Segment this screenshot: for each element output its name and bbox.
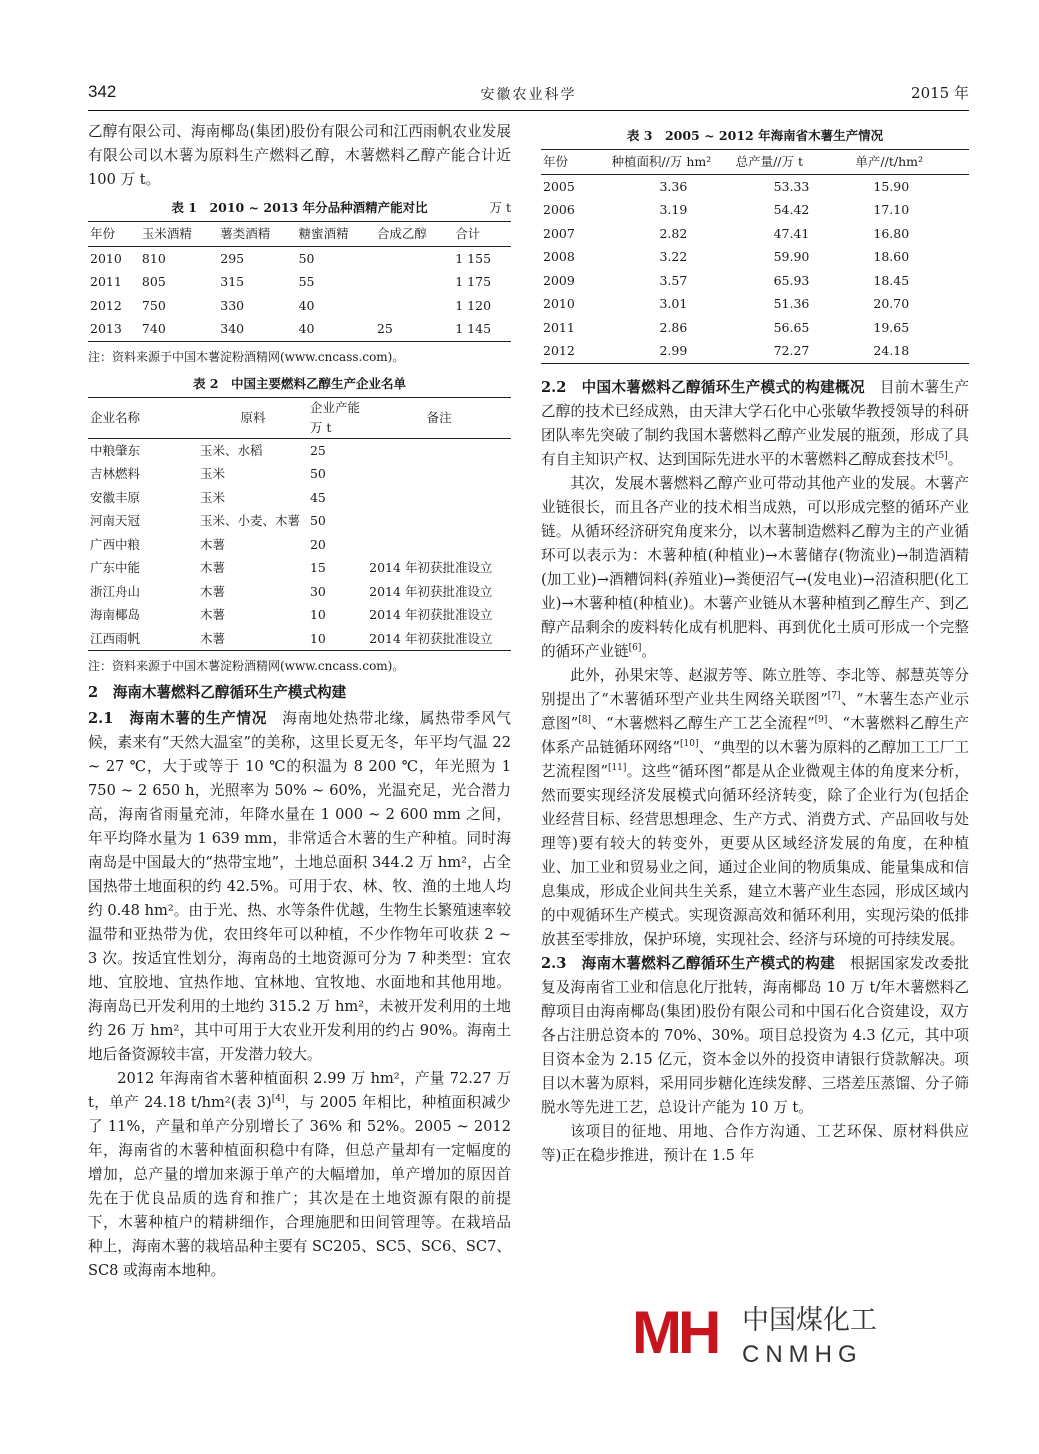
table-row [541,339,969,363]
table-cell: 15 [309,560,326,575]
table2-note: 注：资料来源于中国木薯淀粉酒精网(www.cncass.com)。 [88,659,405,673]
table-cell: 玉米 [199,489,225,505]
table-cell: 2014 年初获批准设立 [367,627,511,651]
table-cell: 315 [220,274,245,289]
table-cell: 53.33 [773,178,810,194]
table-cell: 47.41 [773,225,810,241]
table-cell: 40 [297,317,375,341]
table-row [541,269,969,293]
table1-caption [88,198,511,218]
section-2-1-text: 海南地处热带北缘，属热带季风气候，素来有“天然大温室”的美称，这里长夏无冬，年平均气温 22 ~ 27 ℃，大于或等于 10 ℃的积温为 8 200 ℃，年光照为 1 750 ~ 2 650 h，光照率为 50% ~ 60%，光温充足，光合潜力高，海南省雨量充沛，年降水量在 1 000 ~ 2 600 mm 之间，年平均降水量为 1 639 mm，非常适合木薯的生产种植。同时海南岛是中国最大的“热带宝地”，土地总面积 344.2 万 hm²，占全国热带土地面积的约 42.5%。可用于农、林、牧、渔的土地人均约 0.48 hm²。由于光、热、水等条件优越，生物生长繁殖速率较温带和亚热带为优，农田终年可以种植，不少作物年可收获 2 ~ 3 次。按适宜性划分，海南岛的土地资源可分为 7 种类型：宜农地、宜胶地、宜热作地、宜林地、宜牧地、水面地和其他用地。海南岛已开发利用的土地约 315.2 万 hm²，未被开发利用的土地约 26 万 hm²，其中可用于大农业开发利用的约占 90%。海南土地后备资源较丰富，开发潜力较大。 [88,710,511,1063]
table-cell: 25 [309,442,326,458]
section-2-heading: 2 海南木薯燃料乙醇循环生产模式构建 [88,684,347,701]
table-cell: 3.36 [659,178,688,194]
table-row [88,246,511,270]
table-cell: 吉林燃料 [90,466,141,481]
paragraph-text: 、“典型的以木薯为原料的乙醇加工工厂工艺流程图” [541,738,969,780]
table3-header-row [541,150,969,175]
table-cell: 2014 年初获批准设立 [369,607,493,622]
section-2-1-paragraph [88,707,511,1067]
citation: [4] [271,1094,285,1105]
table-cell: 木薯 [199,560,225,575]
table-cell: 50 [309,466,326,481]
citation: [9] [814,714,828,725]
table2-col-capacity: 企业产能 万 t [308,397,367,438]
section-2-2-title: 2.2 中国木薯燃料乙醇循环生产模式的构建概况 [541,378,865,396]
table-cell: 2009 [543,272,575,288]
logo-english-name: CNMHG [738,1340,867,1370]
table-row [541,316,969,340]
table-row [88,580,511,604]
table1-caption-text: 表 1 2010 ~ 2013 年分品种酒精产能对比 [171,200,428,215]
citation: [8] [578,714,591,725]
table-cell: 25 [375,317,453,341]
table-cell: 30 [309,583,326,599]
table-row [88,438,511,462]
table-cell [375,270,453,294]
table-cell: 65.93 [773,272,810,288]
table-cell [375,246,453,270]
section-2-1-title: 2.1 海南木薯的生产情况 [88,710,268,727]
table-cell: 浙江舟山 [90,583,141,599]
table-cell [367,462,511,486]
table-cell: 2012 [90,297,122,313]
paragraph-text: 、“木薯燃料乙醇生产工艺全流程” [590,714,815,732]
table-cell: 2012 [541,339,609,363]
paragraph-text: 。 [641,642,656,660]
paragraph-project-progress: 该项目的征地、用地、合作方沟通、工艺环保、原材料供应等)正在稳步推进，预计在 1.5 年 [541,1122,969,1164]
table-cell: 安徽丰原 [90,489,141,505]
table-cell: 50 [298,250,315,266]
table-cell: 2010 [90,250,122,266]
table-cell: 340 [218,317,296,341]
table-row [88,317,511,341]
table2-header-row [88,397,511,438]
table-cell: 河南天冠 [90,513,141,528]
table-cell [367,486,511,510]
table1-col-molasses: 糖蜜酒精 [297,222,375,247]
table-cell: 51.36 [773,296,810,311]
paragraph-intro-cont: 乙醇有限公司、海南椰岛(集团)股份有限公司和江西雨帆农业发展有限公司以木薯为原料生产燃料乙醇，木薯燃料乙醇产能合计近 100 万 t。 [88,123,511,188]
table-cell: 295 [220,250,245,266]
table-cell: 2.86 [659,319,688,335]
table-cell: 54.42 [773,202,810,217]
table1 [88,221,511,342]
table-cell: 海南椰岛 [90,607,141,622]
logo-chinese-name: 中国煤化工 [738,1304,881,1338]
table-cell: 740 [140,317,218,341]
page-number: 342 [88,82,117,101]
table-cell: 50 [309,513,326,528]
table-row [88,627,511,651]
table-cell [375,294,453,318]
table-cell: 10 [309,607,326,622]
table-cell: 江西雨帆 [88,627,198,651]
table-cell: 1 145 [453,317,511,341]
paragraph-text: 其次，发展木薯燃料乙醇产业可带动其他产业的发展。木薯产业链很长，而且各产业的技术相当成熟，可以形成完整的循环产业链。从循环经济研究角度来分，以木薯制造燃料乙醇为主的产业循环可以表示为：木薯种植(种植业)→木薯储存(物流业)→制造酒精(加工业)→酒糟饲料(养殖业)→粪便沼气→(发电业)→沼渣积肥(化工业)→木薯种植(种植业)。木薯产业链从木薯种植到乙醇生产、到乙醇产品剩余的废料转化成有机肥料、再到优化土质可形成一个完整的循环产业链 [541,474,969,660]
table3 [541,149,969,364]
citation: [6] [628,642,642,653]
table-row [88,270,511,294]
table3-col-area: 种植面积//万 hm² [609,150,733,175]
table1-col-total: 合计 [453,222,511,247]
table-cell: 木薯 [198,627,308,651]
paragraph-text: 、“木薯生态产业示意图” [541,690,969,732]
table-cell: 玉米、小麦、木薯 [199,513,300,528]
table-cell: 2.99 [609,339,733,363]
citation: [11] [607,762,627,773]
section-2-2-text: 目前木薯生产乙醇的技术已经成熟，由天津大学石化中心张敏华教授领导的科研团队率先突破了制约我国木薯燃料乙醇产业发展的瓶颈，形成了具有自主知识产权、达到国际先进水平的木薯燃料乙醇成套技术 [541,378,969,468]
table1-header-row [88,222,511,247]
paragraph-text: 2012 年海南省木薯种植面积 2.99 万 hm²，产量 72.27 万 t，单产 24.18 t/hm²(表 3) [88,1070,511,1111]
table-cell: 3.22 [659,249,688,264]
section-2-3-title: 2.3 海南木薯燃料乙醇循环生产模式的构建 [541,954,836,972]
table-cell: 17.10 [873,202,910,217]
citation: [7] [827,690,841,701]
table-cell: 18.45 [873,272,910,288]
table2-col-remark: 备注 [367,397,511,438]
table-cell: 2005 [543,178,575,194]
paragraph-text: 、“木薯燃料乙醇生产体系产品链循环网络” [541,714,969,756]
table3-col-year: 年份 [541,150,609,175]
table-cell: 805 [141,274,166,289]
table-row [541,174,969,198]
watermark-logo [610,1300,980,1382]
table-cell: 810 [141,250,166,266]
table2-col-company: 企业名称 [88,397,198,438]
table-cell: 广西中粮 [90,536,141,552]
paragraph-text: 。 [947,450,963,468]
table-cell: 2008 [543,249,575,264]
logo-mark: MH [632,1299,718,1366]
citation: [5] [935,450,948,461]
table-row [88,486,511,510]
table1-unit: 万 t [489,200,511,215]
table3-col-output: 总产量//万 t [734,150,854,175]
table-cell: 2007 [543,225,575,241]
table-cell: 55 [298,274,315,289]
table-cell: 40 [298,297,315,313]
table-cell: 56.65 [773,319,810,335]
table-cell: 广东中能 [90,560,141,575]
table-row [88,462,511,486]
table1-col-synthetic: 合成乙醇 [375,222,453,247]
section-2-2-paragraph [541,376,969,472]
table-cell: 3.57 [659,272,688,288]
table-row [88,294,511,318]
table-cell: 2.82 [659,225,688,241]
table-cell: 15.90 [873,178,910,194]
table-row [541,245,969,269]
header-rule [88,110,969,111]
table-row [541,222,969,246]
section-2-3-paragraph [541,952,969,1120]
table3-caption: 表 3 2005 ~ 2012 年海南省木薯生产情况 [626,128,884,143]
table-cell: 木薯 [199,536,225,552]
table-cell: 24.18 [853,339,969,363]
paragraph-2012-production [88,1067,511,1283]
table1-note: 注：资料来源于中国木薯淀粉酒精网(www.cncass.com)。 [88,349,405,364]
journal-year: 2015 年 [911,84,969,102]
citation: [10] [679,738,699,749]
table-cell: 1 175 [455,274,492,289]
spacer [541,364,969,376]
table-cell [367,533,511,557]
table-cell: 2011 [90,274,122,289]
section-2-3-text: 根据国家发改委批复及海南省工业和信息化厅批转，海南椰岛 10 万 t/年木薯燃料乙醇项目由海南椰岛(集团)股份有限公司和中国石化合资建设，双方各占注册总资本的 70%、30%。项目总投资为 4.3 亿元，其中项目资本金为 2.15 亿元，资本金以外的投资申请银行贷款解决。项目以木薯为原料，采用同步糖化连续发酵、三塔差压蒸馏、分子筛脱水等先进工艺，总设计产能为 10 万 t。 [541,954,969,1116]
table-cell: 1 120 [455,297,492,313]
table-cell: 玉米、水稻 [199,442,263,458]
table-cell: 45 [309,489,326,505]
table-cell: 2014 年初获批准设立 [369,583,493,599]
table2 [88,397,511,652]
table-cell: 木薯 [199,607,225,622]
right-column [541,120,969,1168]
paragraph-industry-chain [541,472,969,664]
table-row [88,603,511,627]
table2-col-material: 原料 [198,397,308,438]
table-cell: 10 [308,627,367,651]
page-header [88,82,969,108]
table-cell: 3.01 [659,296,688,311]
table3-col-yield: 单产//t/hm² [853,150,969,175]
table-cell: 2011 [543,319,575,335]
table-cell: 3.19 [659,202,688,217]
paragraph-text: ，与 2005 年相比，种植面积减少了 11%，产量和单产分别增长了 36% 和 52%。2005 ~ 2012 年，海南省的木薯种植面积稳中有降，但总产量却有一定幅度的增加，总产量的增加来源于单产的大幅增加，单产增加的原因首先在于优良品质的选育和推广；其次是在土地资源有限的前提下，木薯种植户的精耕细作，合理施肥和田间管理等。在栽培品种上，海南木薯的栽培品种主要有 SC205、SC5、SC6、SC7、SC8 或海南本地种。 [88,1094,511,1279]
table-row [88,533,511,557]
table-cell: 72.27 [734,339,854,363]
table-row [541,198,969,222]
paragraph-text: 此外，孙果宋等、赵淑芳等、陈立胜等、李北等、郝慧英等分别提出了“木薯循环型产业共生网络关联图” [541,666,969,708]
paragraph-text: 。这些“循环图”都是从企业微观主体的角度来分析，然而要实现经济发展模式向循环经济转变，除了企业行为(包括企业经营目标、经营思想理念、生产方式、消费方式、产品回收与处理等)要有较大的转变外，更要从区域经济发展的角度，在种植业、加工业和贸易业之间，通过企业间的物质集成、能量集成和信息集成，形成企业间共生关系，建立木薯产业生态园，形成区域内的中观循环生产模式。实现资源高效和循环利用，实现污染的低排放甚至零排放，保护环境，实现社会、经济与环境的可持续发展。 [541,762,969,948]
table-cell: 19.65 [873,319,910,335]
table-cell: 2010 [543,296,575,311]
table2-caption: 表 2 中国主要燃料乙醇生产企业名单 [192,375,407,391]
table-cell: 玉米 [199,466,225,481]
table-cell: 20.70 [873,296,910,311]
journal-title: 安徽农业科学 [480,87,577,103]
left-column [88,120,511,1283]
table-row [88,509,511,533]
table-cell: 2006 [543,202,575,217]
table-cell: 20 [309,536,326,552]
table-cell [367,438,511,462]
table-cell: 59.90 [773,249,810,264]
table1-col-corn: 玉米酒精 [140,222,218,247]
table-cell: 18.60 [873,249,910,264]
table-cell: 1 155 [455,250,492,266]
table-cell: 木薯 [199,583,225,599]
table-cell: 中粮肇东 [90,442,141,458]
table1-col-tuber: 薯类酒精 [218,222,296,247]
paragraph-circular-diagrams [541,664,969,952]
table-cell: 330 [220,297,245,313]
table-row [88,556,511,580]
table-cell: 16.80 [873,225,910,241]
table1-col-year: 年份 [88,222,140,247]
table-cell: 2013 [88,317,140,341]
table-cell [367,509,511,533]
table-cell: 2014 年初获批准设立 [369,560,493,575]
table-row [541,292,969,316]
table-cell: 750 [141,297,166,313]
